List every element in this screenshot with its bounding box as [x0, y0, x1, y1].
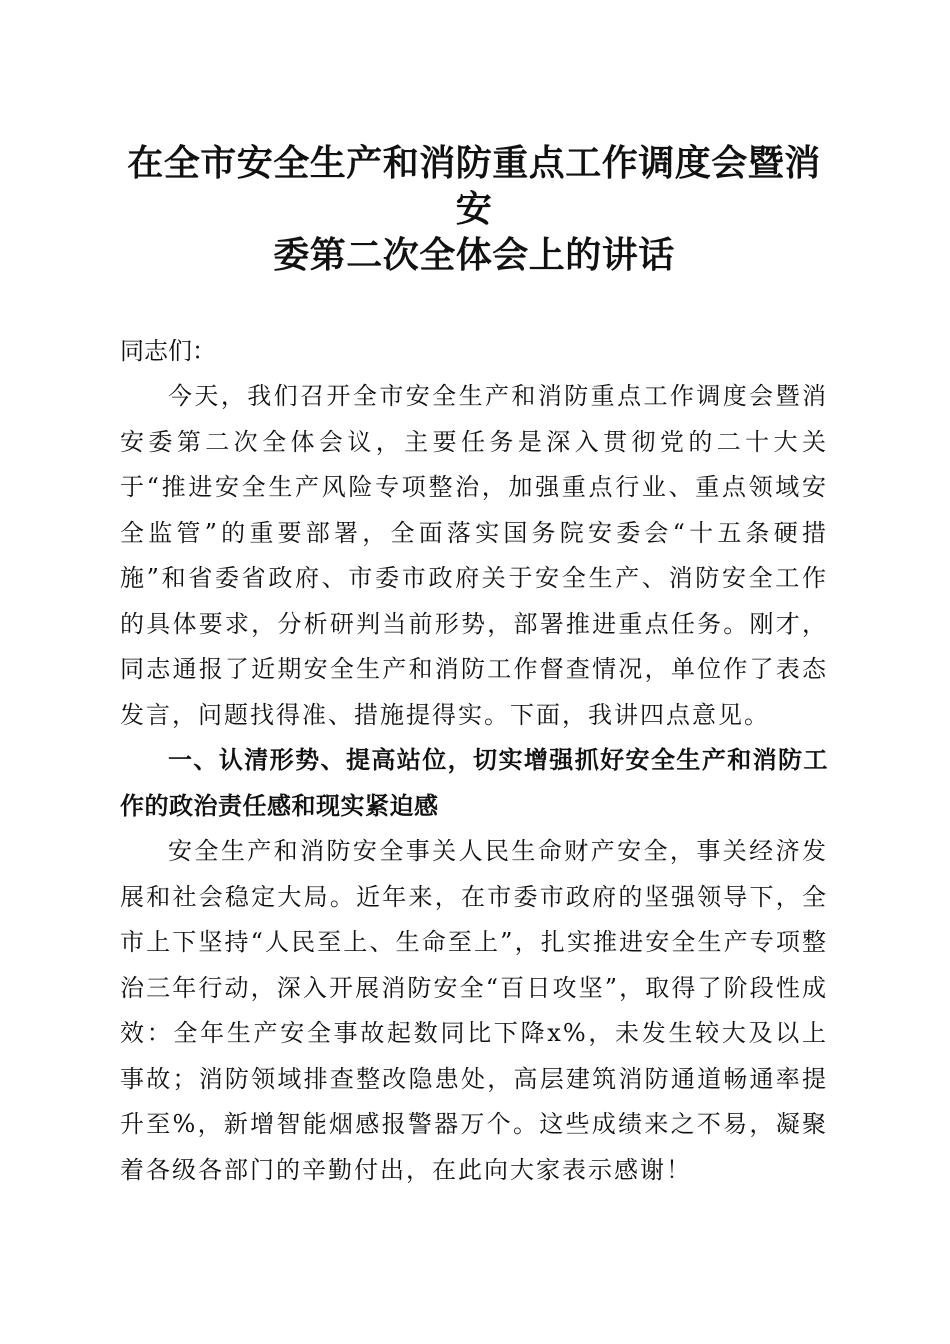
salutation: 同志们： [120, 337, 216, 365]
section-1-paragraph: 安全生产和消防安全事关人民生命财产安全，事关经济发展和社会稳定大局。近年来，在市委市政府的坚强领导下，全市上下坚持“人民至上、生命至上”，扎实推进安全生产专项整治三年行动，深入开展消防安全“百日攻坚”，取得了阶段性成效：全年生产安全事故起数同比下降x%，未发生较大及以上事故；消防领域排查整改隐患处，高层建筑消防通道畅通率提升至%，新增智能烟感报警器万个。这些成绩来之不易，凝聚着各级各部门的辛勤付出，在此向大家表示感谢！ [120, 837, 828, 1184]
title-line-2: 委第二次全体会上的讲话 [273, 234, 675, 276]
title-line-1: 在全市安全生产和消防重点工作调度会暨消安 [127, 142, 821, 230]
document-title [120, 140, 828, 278]
opening-paragraph: 今天，我们召开全市安全生产和消防重点工作调度会暨消安委第二次全体会议，主要任务是深入贯彻党的二十大关于“推进安全生产风险专项整治，加强重点行业、重点领域安全监管”的重要部署，全面落实国务院安委会“十五条硬措施”和省委省政府、市委市政府关于安全生产、消防安全工作的具体要求，分析研判当前形势，部署推进重点任务。刚才，同志通报了近期安全生产和消防工作督查情况，单位作了表态发言，问题找得准、措施提得实。下面，我讲四点意见。 [120, 382, 828, 729]
section-heading-1: 一、认清形势、提高站位，切实增强抓好安全生产和消防工作的政治责任感和现实紧迫感 [120, 746, 828, 820]
